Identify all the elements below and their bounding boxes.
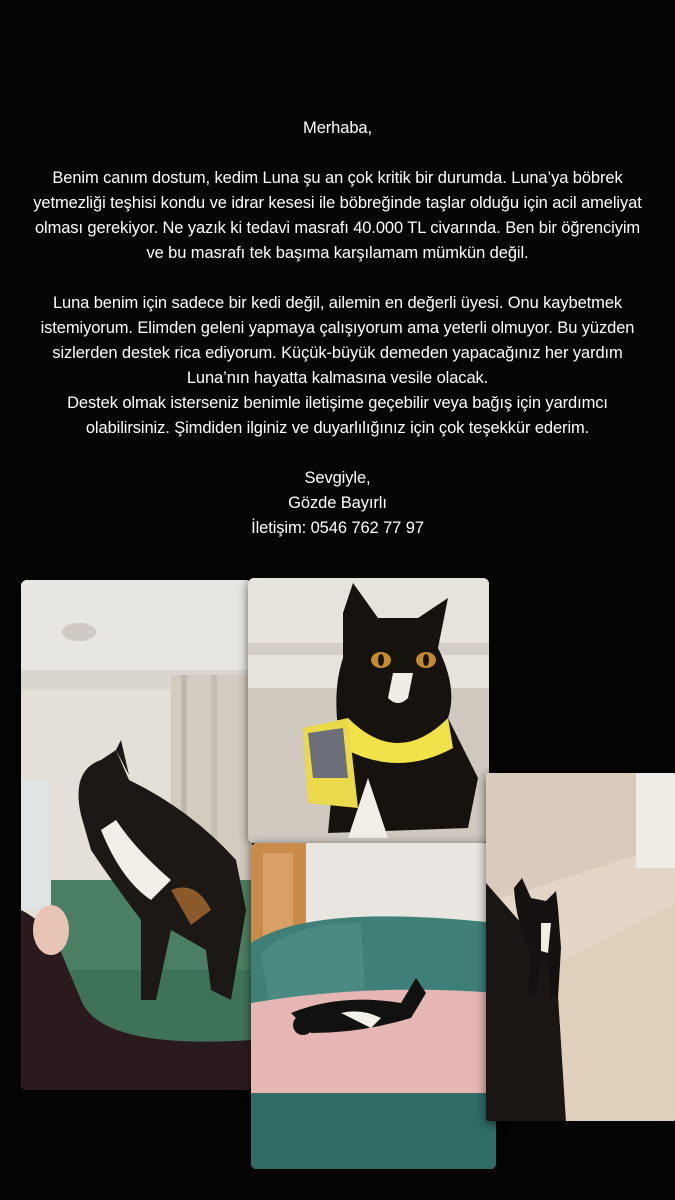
cat-photo-illustration: [21, 580, 252, 1090]
photo-cat-in-hallway: [486, 773, 675, 1121]
spacer: [30, 441, 645, 466]
photo-cat-on-couch: [21, 580, 252, 1090]
cat-photo-illustration: [486, 773, 675, 1121]
letter-text: [30, 116, 645, 541]
paragraph-request: Luna benim için sadece bir kedi değil, ailemin en değerli üyesi. Onu kaybetmek istemiyorum. Elimden geleni yapmaya çalışıyorum ama yeterli olmuyor. Bu yüzden sizlerden destek rica ediyorum. Küçük-büyük demeden yapacağınız her yardım Luna’nın hayatta kalmasına vesile olacak.: [40, 294, 635, 387]
cat-photo-illustration: [251, 843, 496, 1169]
paragraph-diagnosis: Benim canım dostum, kedim Luna şu an çok kritik bir durumda. Luna’ya böbrek yetmezliği teşhisi kondu ve idrar kesesi ile böbreğinde taşlar olduğu için acil ameliyat olması gerekiyor. Ne yazık ki tedavi masrafı 40.000 TL civarında. Ben bir öğrenciyim ve bu masrafı tek başıma karşılamam mümkün değil.: [33, 169, 642, 262]
paragraph-support: Destek olmak isterseniz benimle iletişime geçebilir veya bağış için yardımcı olabilirsiniz. Şimdiden ilginiz ve duyarlılığınız için çok teşekkür ederim.: [67, 394, 608, 437]
contact-info: İletişim: 0546 762 77 97: [251, 519, 424, 537]
signature: Gözde Bayırlı: [288, 494, 387, 512]
closing: Sevgiyle,: [304, 469, 371, 487]
cat-photo-illustration: [248, 578, 489, 843]
photo-cat-with-backpack: [248, 578, 489, 843]
spacer: [30, 266, 645, 291]
spacer: [30, 141, 645, 166]
photo-cat-lying-on-couch: [251, 843, 496, 1169]
greeting: Merhaba,: [303, 119, 372, 137]
